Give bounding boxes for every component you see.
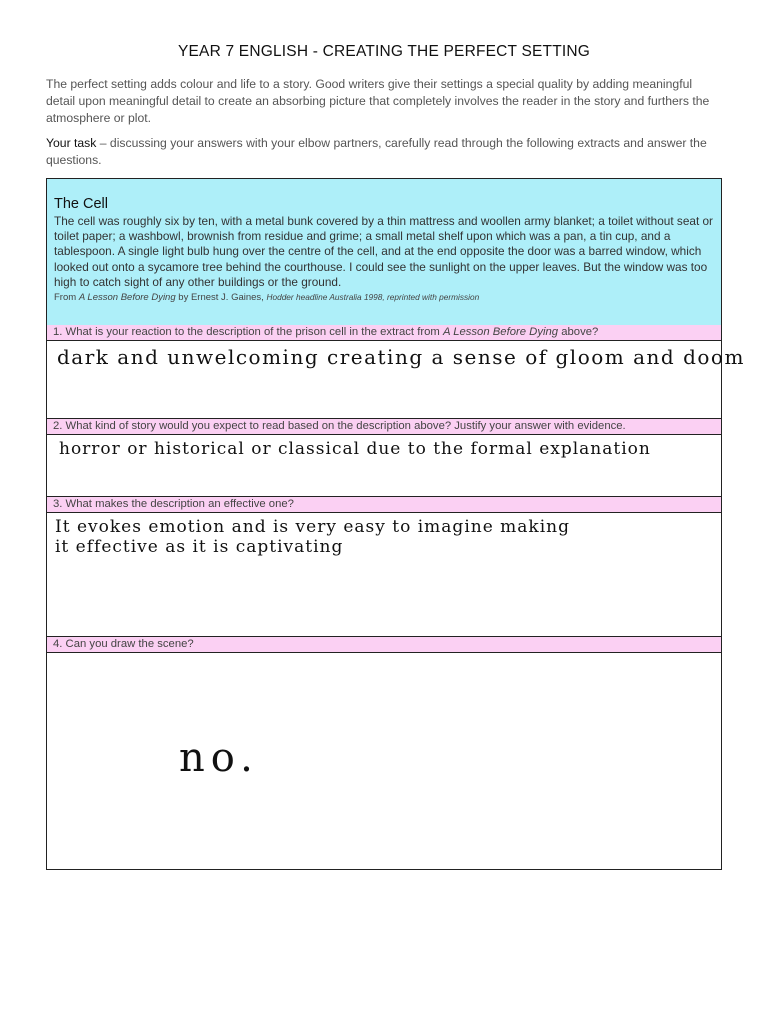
source-book-title: A Lesson Before Dying [78, 292, 176, 303]
answer-3-line-1: It evokes emotion and is very easy to imagine making [55, 517, 570, 537]
extract-text: The cell was roughly six by ten, with a metal bunk covered by a thin mattress and woollen army blanket; a toilet without seat or toilet paper; a washbowl, brownish from residue and grime; a small metal shelf upon which was a pan, a tin cup, and a tablespoon. A single light bulb hung over the centre of the cell, and at the end opposite the door was a barred window, which looked out onto a sycamore tree behind the courthouse. I could see the sunlight on the upper leaves. But the window was too high to catch sight of any other buildings or the ground. [54, 214, 713, 289]
task-paragraph [46, 135, 722, 169]
answer-3-line-2: it effective as it is captivating [55, 537, 344, 557]
answer-4-line-1: no. [179, 735, 259, 781]
question-1 [47, 325, 721, 341]
answer-2-box[interactable] [47, 435, 721, 497]
question-4 [47, 637, 721, 653]
task-label: Your task [46, 136, 97, 150]
extract-heading: The Cell [54, 196, 108, 212]
question-1-text-before: 1. What is your reaction to the description of the prison cell in the extract from [53, 326, 443, 338]
question-3-text: 3. What makes the description an effective one? [53, 498, 294, 510]
answer-2-line-1: horror or historical or classical due to the formal explanation [59, 439, 651, 459]
task-text: – discussing your answers with your elbow partners, carefully read through the following extracts and answer the questions. [46, 136, 707, 167]
worksheet-table [46, 178, 745, 870]
intro-paragraph: The perfect setting adds colour and life to a story. Good writers give their settings a special quality by adding meaningful detail upon meaningful detail to create an absorbing picture that completely involves the reader in the story and furthers the atmosphere or plot. [46, 77, 710, 125]
source-prefix: From [54, 292, 79, 303]
question-1-text-after: above? [558, 326, 599, 338]
question-3 [47, 497, 721, 513]
question-4-text: 4. Can you draw the scene? [53, 638, 194, 650]
answer-3-box[interactable] [47, 513, 721, 637]
answer-4-box[interactable] [47, 653, 721, 869]
extract-source [54, 292, 479, 303]
answer-1-box[interactable] [47, 341, 745, 419]
question-2 [47, 419, 721, 435]
question-2-text: 2. What kind of story would you expect to read based on the description above? Justify your answer with evidence. [53, 420, 626, 432]
source-author: by Ernest J. Gaines, [175, 292, 267, 303]
page-title: YEAR 7 ENGLISH - CREATING THE PERFECT SETTING [177, 43, 591, 60]
answer-1-line-1: dark and unwelcoming creating a sense of gloom and doom [57, 345, 745, 369]
question-1-text-italic: A Lesson Before Dying [442, 326, 559, 338]
source-note: Hodder headline Australia 1998, reprinted with permission [266, 292, 480, 302]
extract-box [47, 179, 721, 326]
